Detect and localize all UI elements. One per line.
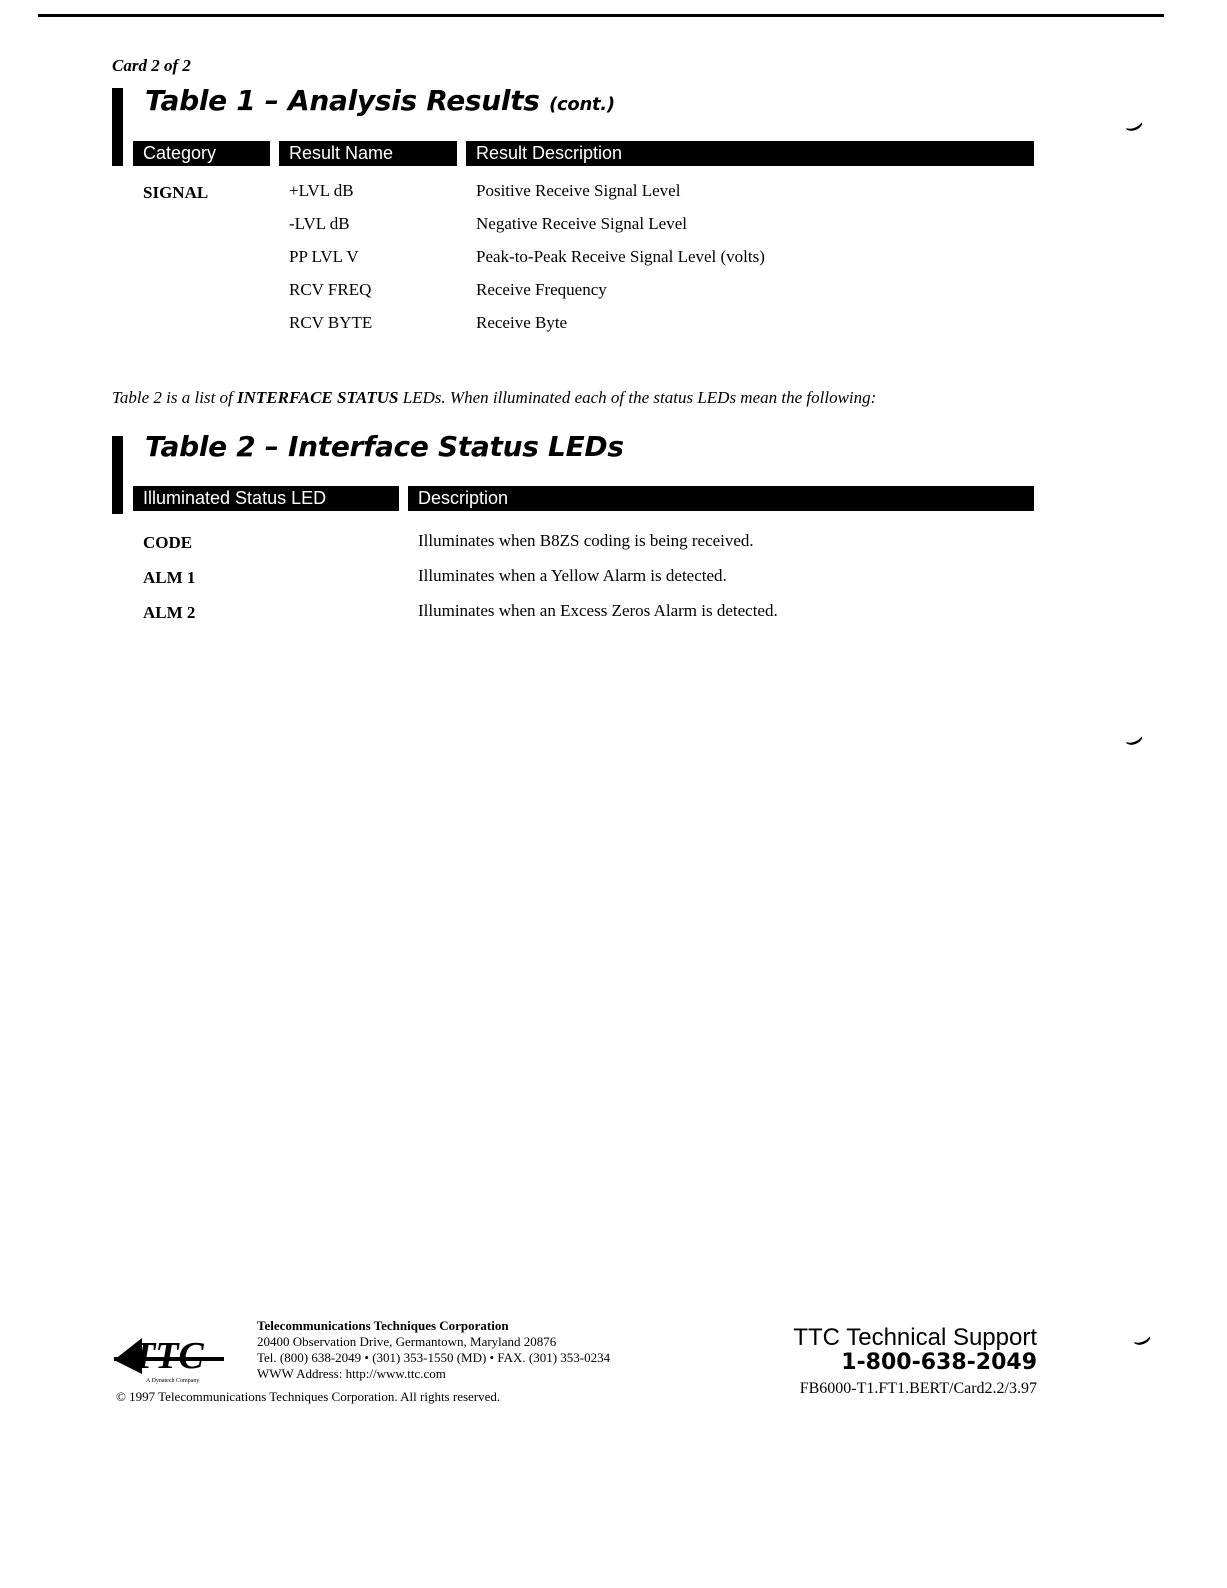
- document-code: FB6000-T1.FT1.BERT/Card2.2/3.97: [799, 1380, 1037, 1397]
- support-phone: 1-800-638-2049: [841, 1350, 1037, 1375]
- table1-title: [145, 84, 615, 117]
- table1-category-signal: SIGNAL: [143, 183, 209, 202]
- footer-web: WWW Address: http://www.ttc.com: [257, 1366, 446, 1381]
- table1-row-name: -LVL dB: [289, 214, 350, 233]
- table2-row-description: Illuminates when a Yellow Alarm is detected.: [418, 566, 727, 585]
- table1-header-category: Category: [133, 141, 270, 166]
- table1-row-name: +LVL dB: [289, 181, 354, 200]
- footer-phones: Tel. (800) 638-2049 • (301) 353-1550 (MD) • FAX. (301) 353-0234: [257, 1350, 611, 1365]
- table1-row-name: PP LVL V: [289, 247, 359, 266]
- footer-address: 20400 Observation Drive, Germantown, Maryland 20876: [257, 1334, 557, 1349]
- table2-row-led: CODE: [143, 533, 193, 552]
- card-label: Card 2 of 2: [112, 56, 191, 75]
- ttc-logo-tagline: A Dynatech Company: [146, 1378, 200, 1384]
- table1-row-name: RCV FREQ: [289, 280, 372, 299]
- support-title: TTC Technical Support: [793, 1324, 1037, 1351]
- footer-copyright: © 1997 Telecommunications Techniques Corporation. All rights reserved.: [116, 1389, 501, 1404]
- fold-mark-icon: ⌣: [1118, 105, 1150, 146]
- table1-row-description: Positive Receive Signal Level: [476, 181, 681, 200]
- table2-row-description: Illuminates when an Excess Zeros Alarm is detected.: [418, 601, 778, 620]
- table1-row-name: RCV BYTE: [289, 313, 373, 332]
- table1-title-suffix: (cont.): [549, 94, 615, 115]
- table1-row-description: Receive Frequency: [476, 280, 607, 299]
- intro-part2: LEDs. When illuminated each of the status LEDs mean the following:: [398, 388, 877, 407]
- table1-header-result-description: Result Description: [466, 141, 1034, 166]
- table2-row-description: Illuminates when B8ZS coding is being received.: [418, 531, 754, 550]
- ttc-logo-text: TTC: [132, 1335, 204, 1377]
- table2-header: [112, 486, 1034, 511]
- table2-row-led: ALM 1: [143, 568, 196, 587]
- fold-mark-icon: ⌣: [1118, 719, 1150, 760]
- table1-title-text: Table 1 – Analysis Results: [145, 84, 540, 117]
- table2-header-description: Description: [408, 486, 1034, 511]
- table2-intro: [112, 388, 876, 408]
- table2-title: Table 2 – Interface Status LEDs: [145, 430, 624, 463]
- fold-mark-icon: ⌣: [1126, 1319, 1158, 1360]
- table1-row-description: Receive Byte: [476, 313, 568, 332]
- table1-header: [112, 141, 1034, 166]
- table1-row-description: Negative Receive Signal Level: [476, 214, 687, 233]
- table2-header-led: Illuminated Status LED: [133, 486, 399, 511]
- intro-part1: Table 2 is a list of: [112, 388, 238, 407]
- table1-row-description: Peak-to-Peak Receive Signal Level (volts): [476, 247, 765, 266]
- table1-header-result-name: Result Name: [279, 141, 457, 166]
- top-rule: [38, 14, 1164, 17]
- ttc-logo: [112, 1328, 252, 1384]
- table2-row-led: ALM 2: [143, 603, 196, 622]
- footer-company-block: [257, 1318, 610, 1382]
- intro-emphasis: INTERFACE STATUS: [237, 388, 399, 407]
- footer-company: Telecommunications Techniques Corporation: [257, 1318, 509, 1333]
